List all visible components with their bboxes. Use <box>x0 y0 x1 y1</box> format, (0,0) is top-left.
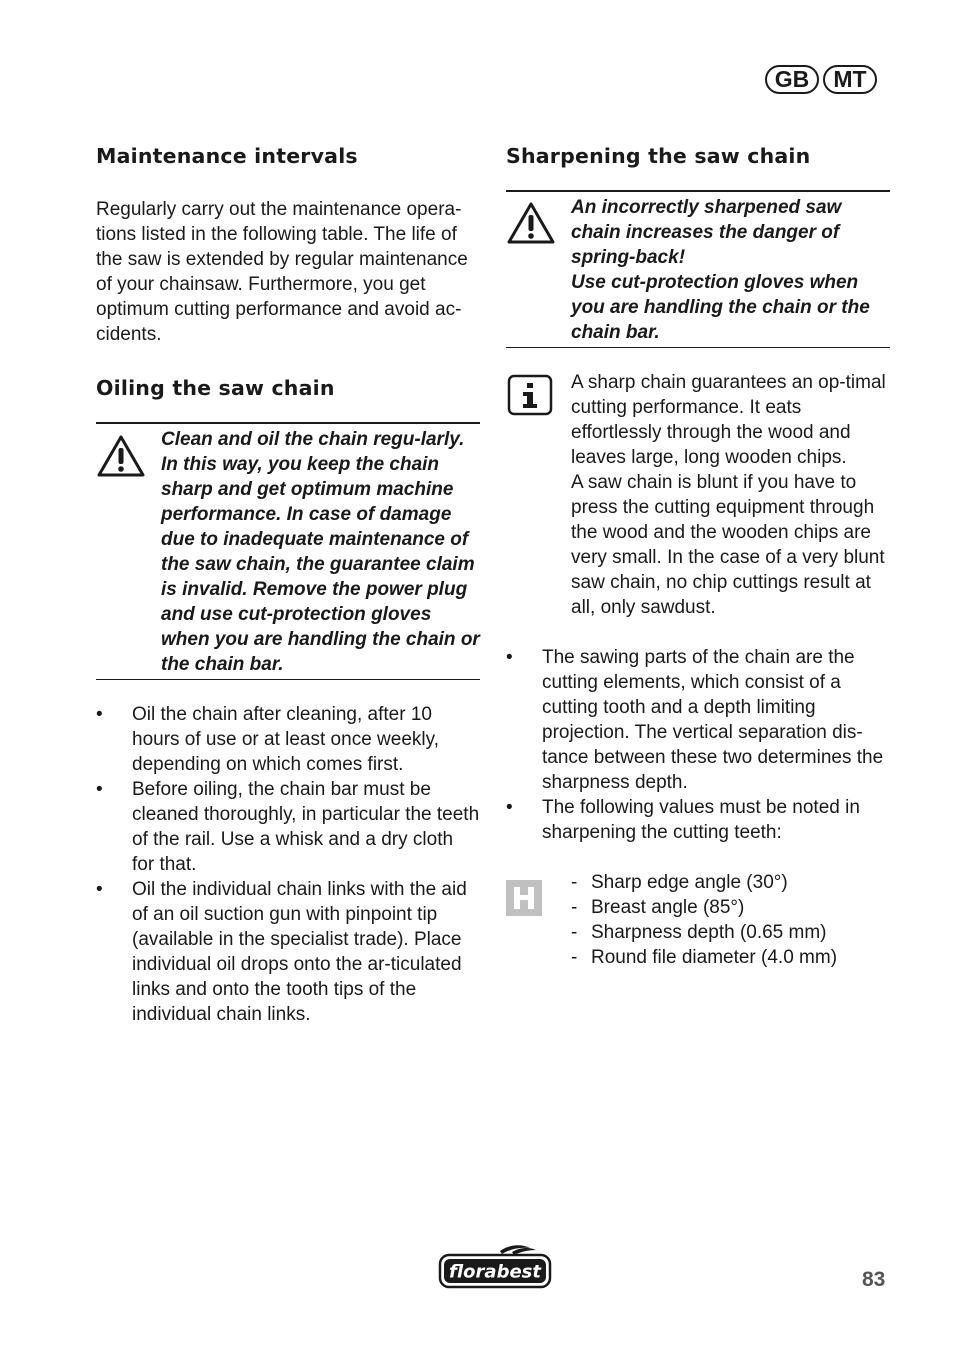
sharpening-heading: Sharpening the saw chain <box>506 144 811 168</box>
oiling-bullet-list <box>96 702 480 1027</box>
sharpening-warning-text: An incorrectly sharpened saw chain increases the danger of spring-back! <box>571 197 842 268</box>
list-item: • Oil the individual chain links with the aid of an oil suction gun with pinpoint tip (available in the specialist trade). Place individual oil drops onto the ar-ticulated links and onto the tooth tips of the individual chain links. <box>96 877 480 1027</box>
list-item: - Breast angle (85°) <box>571 895 837 920</box>
language-badge-gb: GB <box>765 65 819 94</box>
list-item: • The sawing parts of the chain are the cutting elements, which consist of a cutting tooth and a depth limiting projection. The vertical separation dis-tance between these two determines the sharpness depth. <box>506 645 890 795</box>
sharpening-gloves-warning-text: Use cut-protection gloves when you are handling the chain or the chain bar. <box>571 272 870 343</box>
florabest-logo <box>438 1244 552 1295</box>
brand-name: florabest <box>449 1261 541 1283</box>
warning-icon <box>506 195 571 345</box>
list-item: • The following values must be noted in sharpening the cutting teeth: <box>506 795 890 845</box>
sharpening-values-block <box>506 870 890 970</box>
list-item: - Round file diameter (4.0 mm) <box>571 945 837 970</box>
list-item: • Before oiling, the chain bar must be cleaned thoroughly, in particular the teeth of the rail. Use a whisk and a dry cloth for that. <box>96 777 480 877</box>
list-item: - Sharp edge angle (30°) <box>571 870 837 895</box>
info-icon <box>506 370 571 620</box>
oiling-heading: Oiling the saw chain <box>96 376 335 400</box>
sharpening-warning-content <box>571 195 890 345</box>
maintenance-intervals-heading: Maintenance intervals <box>96 144 358 168</box>
hint-icon <box>506 870 571 970</box>
oiling-warning-box <box>96 422 480 680</box>
sharpening-info-block <box>506 370 890 620</box>
list-item: • Oil the chain after cleaning, after 10 hours of use or at least once weekly, depending on which comes first. <box>96 702 480 777</box>
sharpening-bullet-list <box>506 645 890 845</box>
sharpening-warning-box <box>506 190 890 348</box>
maintenance-intervals-text: Regularly carry out the maintenance opera-tions listed in the following table. The life of the saw is extended by regular maintenance of your chainsaw. Furthermore, you get optimum cutting performance and avoid ac-cidents. <box>96 199 468 345</box>
sharp-chain-info-text: A sharp chain guarantees an op-timal cutting performance. It eats effortlessly through the wood and leaves large, long wooden chips. <box>571 372 886 468</box>
left-column <box>96 142 480 1027</box>
page-number: 83 <box>862 1268 886 1291</box>
warning-icon <box>96 427 161 677</box>
language-badge-mt: MT <box>823 65 877 94</box>
oiling-warning-text: Clean and oil the chain regu-larly. In this way, you keep the chain sharp and get optimum machine performance. In case of damage due to inadequate maintenance of the saw chain, the guarantee claim is invalid. Remove the power plug and use cut-protection gloves when you are handling the chain or the chain bar. <box>161 429 480 675</box>
info-text-group <box>571 370 890 620</box>
list-item: - Sharpness depth (0.65 mm) <box>571 920 837 945</box>
right-column <box>506 142 890 970</box>
sharpening-values-list <box>571 870 837 970</box>
blunt-chain-info-text: A saw chain is blunt if you have to press the cutting equipment through the wood and the wooden chips are very small. In the case of a very blunt saw chain, no chip cuttings result at all, only sawdust. <box>571 472 885 618</box>
language-badges <box>765 65 877 94</box>
